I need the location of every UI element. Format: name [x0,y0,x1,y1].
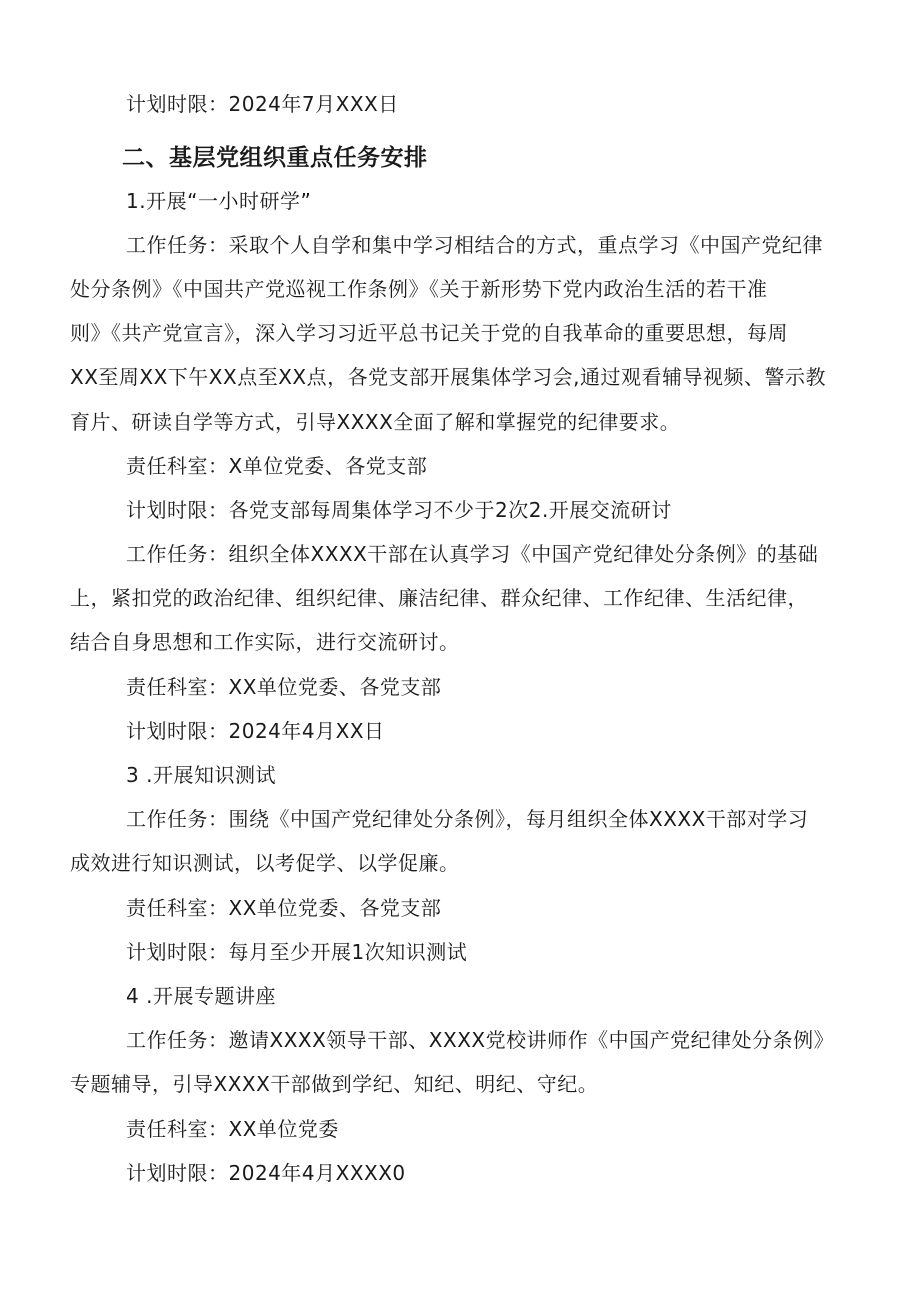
responsible-dept-line: 责任科室：X单位党委、各党支部 [126,454,428,478]
task-paragraph-line: 结合自身思想和工作实际，进行交流研讨。 [70,630,460,654]
item-title: 4 .开展专题讲座 [126,984,276,1008]
item-title: 1.开展“一小时研学” [126,189,312,213]
task-paragraph-line: 工作任务：组织全体XXXX干部在认真学习《中国产党纪律处分条例》的基础 [126,542,819,566]
plan-deadline-line: 计划时限：2024年7月XXX日 [126,92,399,116]
task-paragraph-line: 成效进行知识测试，以考促学、以学促廉。 [70,851,460,875]
task-paragraph-line: 工作任务：采取个人自学和集中学习相结合的方式，重点学习《中国产党纪律 [126,233,823,257]
task-paragraph-line: 工作任务：围绕《中国产党纪律处分条例》，每月组织全体XXXX干部对学习 [126,807,809,831]
item-title: 3 .开展知识测试 [126,763,276,787]
task-paragraph-line: 工作任务：邀请XXXX领导干部、XXXX党校讲师作《中国产党纪律处分条例》 [126,1028,835,1052]
task-paragraph-line: 专题辅导，引导XXXX干部做到学纪、知纪、明纪、守纪。 [70,1072,599,1096]
task-paragraph-line: 则》《共产党宣言》，深入学习习近平总书记关于党的自我革命的重要思想，每周 [70,321,788,345]
task-paragraph-line: 上，紧扣党的政治纪律、组织纪律、廉洁纪律、群众纪律、工作纪律、生活纪律， [70,586,808,610]
plan-deadline-line: 计划时限：各党支部每周集体学习不少于2次2.开展交流研讨 [126,498,672,522]
responsible-dept-line: 责任科室：XX单位党委、各党支部 [126,675,442,699]
section-heading: 二、基层党组织重点任务安排 [122,145,428,171]
task-paragraph-line: XX至周XX下午XX点至XX点，各党支部开展集体学习会,通过观看辅导视频、警示教 [70,365,826,389]
plan-deadline-line: 计划时限：每月至少开展1次知识测试 [126,940,468,964]
plan-deadline-line: 计划时限：2024年4月XX日 [126,719,385,743]
task-paragraph-line: 处分条例》《中国共产党巡视工作条例》《关于新形势下党内政治生活的若干准 [70,277,768,301]
plan-deadline-line: 计划时限：2024年4月XXXX0 [126,1161,406,1185]
responsible-dept-line: 责任科室：XX单位党委、各党支部 [126,896,442,920]
responsible-dept-line: 责任科室：XX单位党委 [126,1117,339,1141]
task-paragraph-line: 育片、研读自学等方式，引导XXXX全面了解和掌握党的纪律要求。 [70,410,681,434]
